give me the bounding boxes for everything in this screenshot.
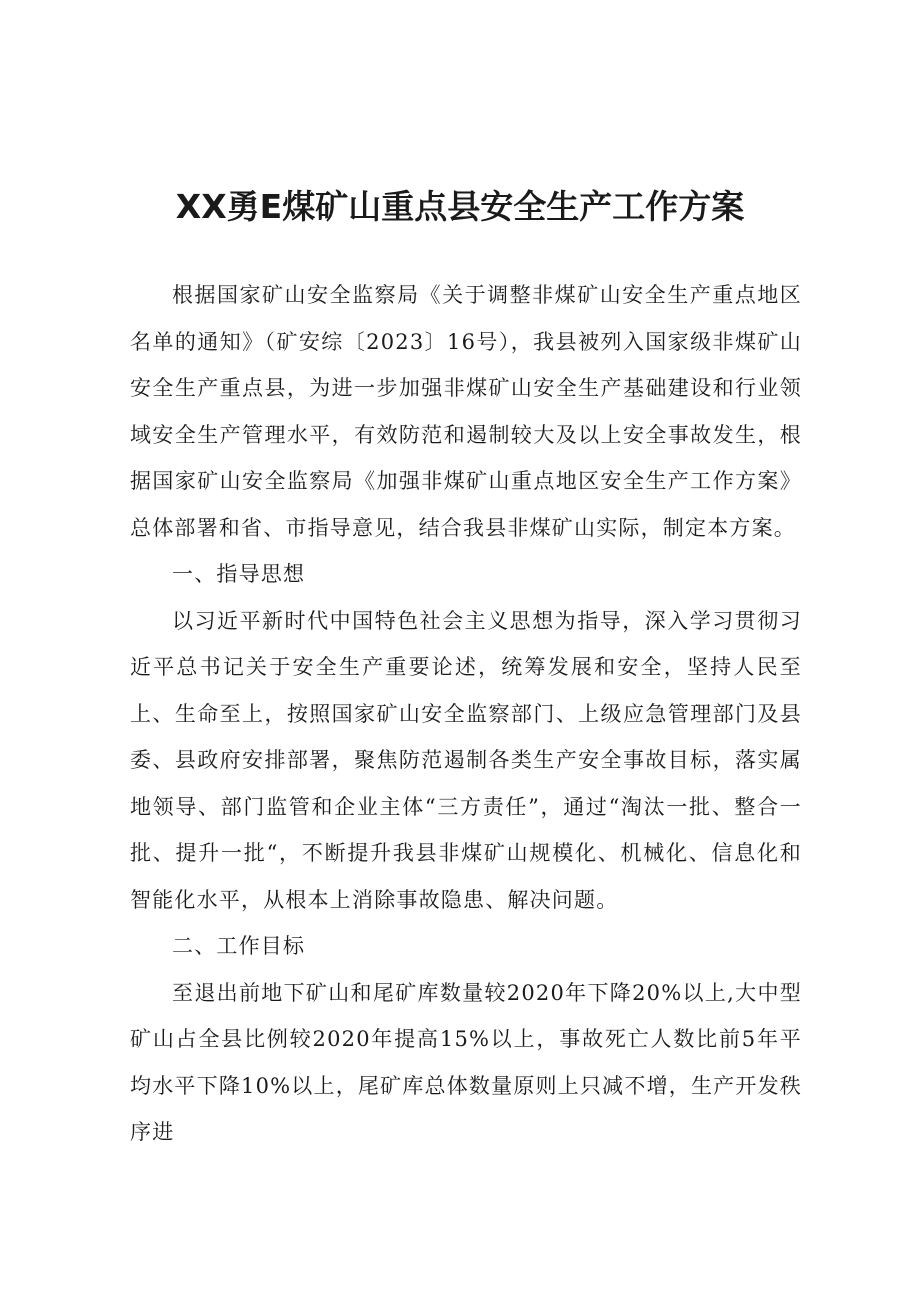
work-goals-paragraph: 至退出前地下矿山和尾矿库数量较2020年下降20%以上,大中型矿山占全县比例较2020年提高15%以上，事故死亡人数比前5年平均水平下降10%以上，尾矿库总体数量原则上只减不增，生产开发秩序进 (130, 980, 802, 1144)
section-heading-work-goals: 二、工作目标 (172, 934, 306, 958)
document-title: XX勇E煤矿山重点县安全生产工作方案 (175, 187, 745, 226)
guiding-thought-paragraph: 以习近平新时代中国特色社会主义思想为指导，深入学习贯彻习近平总书记关于安全生产重要论述，统筹发展和安全，坚持人民至上、生命至上，按照国家矿山安全监察部门、上级应急管理部门及县委、县政府安排部署，聚焦防范遏制各类生产安全事故目标，落实属地领导、部门监管和企业主体“三方责任”，通过“淘汰一批、整合一批、提升一批“，不断提升我县非煤矿山规模化、机械化、信息化和智能化水平，从根本上消除事故隐患、解决问题。 (130, 608, 802, 912)
section-heading-guiding-thought: 一、指导思想 (172, 562, 306, 586)
intro-paragraph: 根据国家矿山安全监察局《关于调整非煤矿山安全生产重点地区名单的通知》（矿安综〔2023〕16号），我县被列入国家级非煤矿山安全生产重点县，为进一步加强非煤矿山安全生产基础建设和行业领域安全生产管理水平，有效防范和遏制较大及以上安全事故发生，根据国家矿山安全监察局《加强非煤矿山重点地区安全生产工作方案》总体部署和省、市指导意见，结合我县非煤矿山实际，制定本方案。 (130, 283, 802, 540)
document-body (130, 272, 802, 1156)
